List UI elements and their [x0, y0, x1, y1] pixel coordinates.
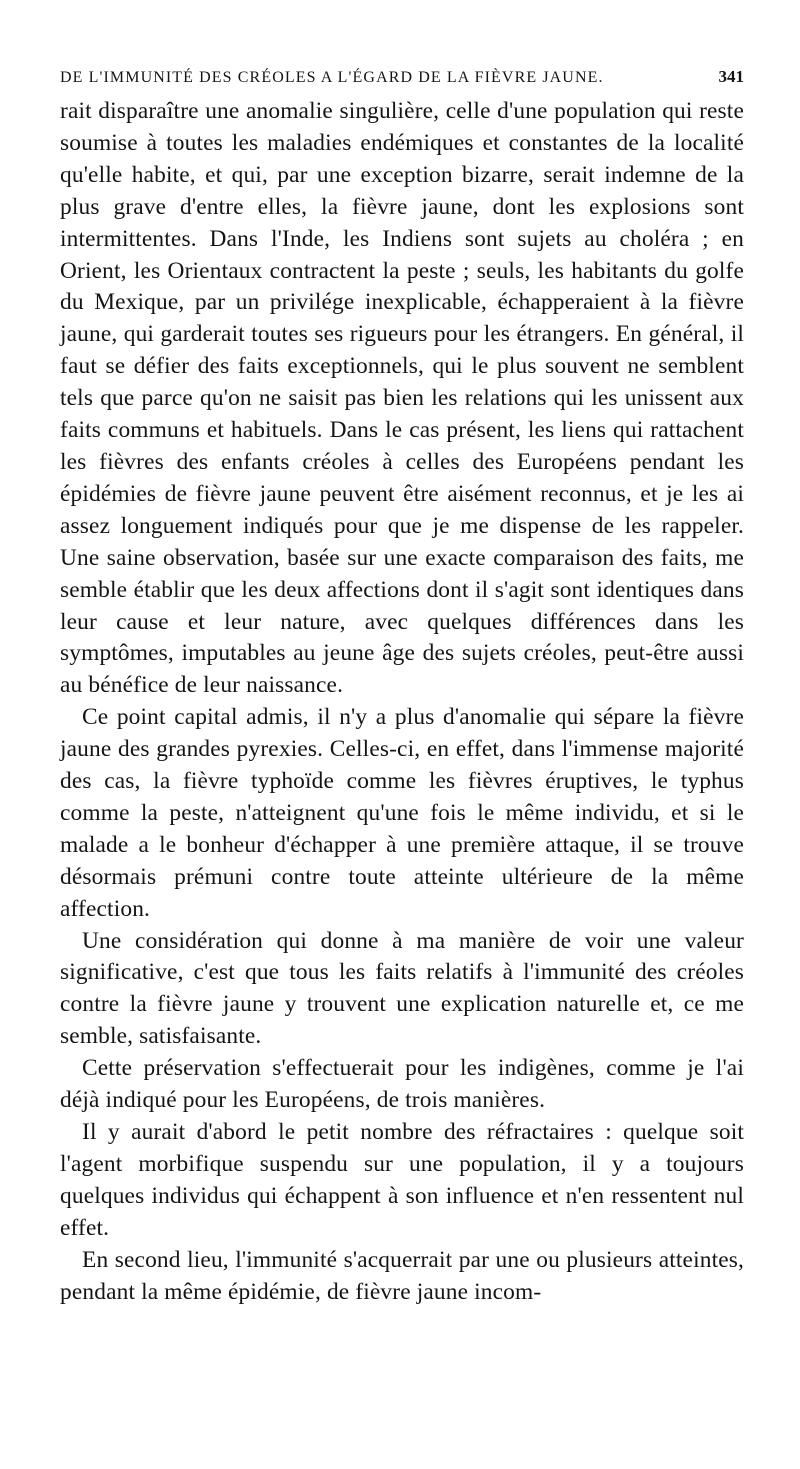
paragraph-1: rait disparaître une anomalie singulière, celle d'une population qui reste soumise à toutes les maladies endémiques et constantes de la localité qu'elle habite, et qui, par une exception bizarre, serait indemne de la plus grave d'entre elles, la fièvre jaune, dont les explosions sont intermittentes. Dans l'Inde, les Indiens sont sujets au choléra ; en Orient, les Orientaux contractent la peste ; seuls, les habitants du golfe du Mexique, par un privilége inexplicable, échapperaient à la fièvre jaune, qui garderait toutes ses rigueurs pour les étrangers. En général, il faut se défier des faits exceptionnels, qui le plus souvent ne semblent tels que parce qu'on ne saisit pas bien les relations qui les unissent aux faits communs et habituels. Dans le cas présent, les liens qui rattachent les fièvres des enfants créoles à celles des Européens pendant les épidémies de fièvre jaune peuvent être aisément reconnus, et je les ai assez longuement indiqués pour que je me dispense de les rappeler. Une saine observation, basée sur une exacte comparaison des faits, me semble établir que les deux affections dont il s'agit sont identiques dans leur cause et leur nature, avec quelques différences dans les symptômes, imputables au jeune âge des sujets créoles, peut-être aussi au bénéfice de leur naissance. — [60, 98, 744, 699]
running-title: DE L'IMMUNITÉ DES CRÉOLES A L'ÉGARD DE LA FIÈVRE JAUNE. — [60, 69, 604, 86]
paragraph-3: Une considération qui donne à ma manière de voir une valeur significative, c'est que tous les faits relatifs à l'immunité des créoles contre la fièvre jaune y trouvent une explication naturelle et, ce me semble, satisfaisante. — [60, 927, 744, 1050]
page-number: 341 — [718, 67, 744, 86]
paragraph-6: En second lieu, l'immunité s'acquerrait par une ou plusieurs atteintes, pendant la même épidémie, de fièvre jaune incom- — [60, 1246, 744, 1305]
book-page — [60, 62, 744, 1308]
paragraph-2: Ce point capital admis, il n'y a plus d'anomalie qui sépare la fièvre jaune des grandes pyrexies. Celles-ci, en effet, dans l'immense majorité des cas, la fièvre typhoïde comme les fièvres éruptives, le typhus comme la peste, n'atteignent qu'une fois le même individu, et si le malade a le bonheur d'échapper à une première attaque, il se trouve désormais prémuni contre toute atteinte ultérieure de la même affection. — [60, 704, 744, 922]
paragraph-5: Il y aurait d'abord le petit nombre des réfractaires : quelque soit l'agent morbifique suspendu sur une population, il y a toujours quelques individus qui échappent à son influence et n'en ressentent nul effet. — [60, 1119, 744, 1241]
body-text — [60, 96, 744, 1308]
paragraph-4: Cette préservation s'effectuerait pour les indigènes, comme je l'ai déjà indiqué pour les Européens, de trois manières. — [60, 1055, 744, 1114]
running-header — [60, 62, 744, 92]
